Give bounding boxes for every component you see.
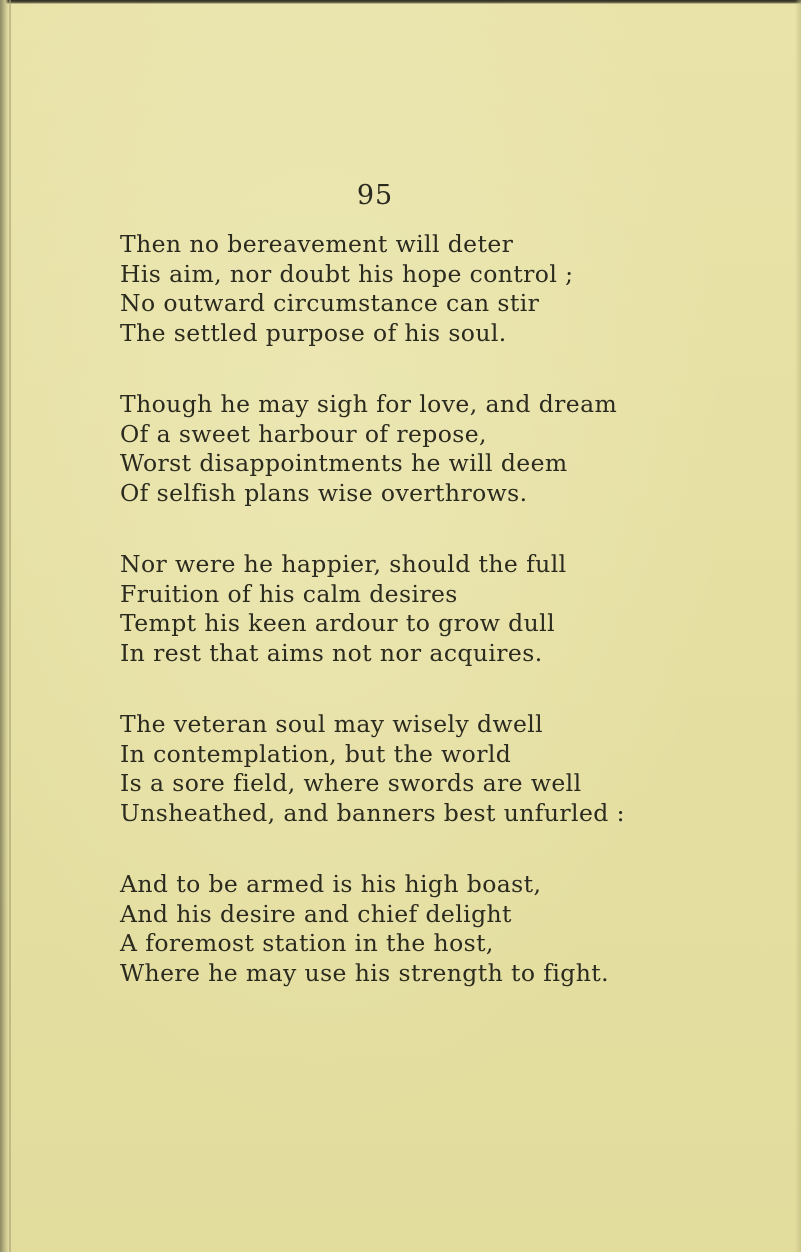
stanza-4 <box>120 710 770 828</box>
poem-line: The veteran soul may wisely dwell <box>120 710 544 738</box>
poem-line: Then no bereavement will deter <box>120 230 514 258</box>
stanza-1 <box>120 230 770 348</box>
poem-line: Is a sore field, where swords are well <box>120 769 582 797</box>
poem <box>120 230 770 1030</box>
page-binding-edge <box>0 0 9 1252</box>
poem-line: Of selfish plans wise overthrows. <box>120 478 528 507</box>
poem-line: In rest that aims not nor acquires. <box>120 638 543 667</box>
poem-line: Fruition of his calm desires <box>120 579 458 608</box>
poem-line: Tempt his keen ardour to grow dull <box>120 609 555 637</box>
poem-line: Worst disappointments he will deem <box>120 449 568 477</box>
poem-line: Where he may use his strength to fight. <box>120 958 609 987</box>
stanza-5 <box>120 870 770 988</box>
stanza-2 <box>120 390 770 508</box>
poem-line: In contemplation, but the world <box>120 739 512 768</box>
poem-line: A foremost station in the host, <box>120 929 494 957</box>
poem-line: The settled purpose of his soul. <box>120 318 507 347</box>
poem-line: His aim, nor doubt his hope control ; <box>120 259 574 288</box>
poem-line: No outward circumstance can stir <box>120 289 540 317</box>
poem-line: And his desire and chief delight <box>120 899 512 928</box>
page-right-edge <box>795 0 801 1252</box>
poem-line: Though he may sigh for love, and dream <box>120 390 618 418</box>
poem-line: Unsheathed, and banners best unfurled : <box>120 798 625 827</box>
page-top-edge <box>0 0 801 4</box>
poem-line: And to be armed is his high boast, <box>120 870 542 898</box>
poem-line: Of a sweet harbour of repose, <box>120 419 487 448</box>
stanza-3 <box>120 550 770 668</box>
poem-line: Nor were he happier, should the full <box>120 550 567 578</box>
page-number: 95 <box>356 180 394 211</box>
page-gutter-line <box>9 0 11 1252</box>
